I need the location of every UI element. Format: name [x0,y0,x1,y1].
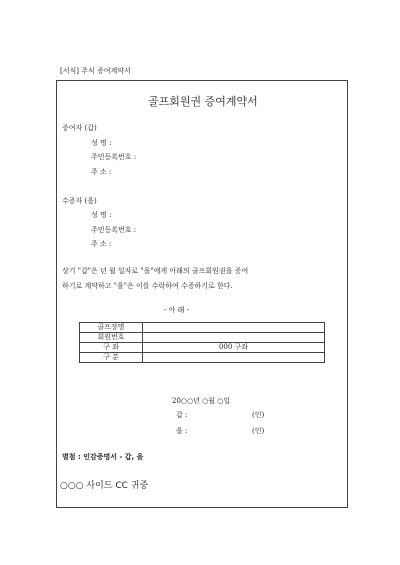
body-text-line-1: 상기 "갑"은 년 월 일자로 "을"에게 아래의 골프회원권을 증여 [62,267,249,275]
items-table [79,322,325,363]
item-value [143,353,325,363]
date-line: 20○○년 ○월 ○일 [172,397,231,405]
item-value: 000 구좌 [143,343,325,353]
attachment-note: 별첨 : 인감증명서 - 갑, 을 [62,453,144,461]
item-key: 구 좌 [80,343,143,353]
table-row [80,333,325,343]
seal-b: (인) [252,427,265,435]
sign-a-label: 갑 : [176,411,188,419]
seal-a: (인) [252,411,265,419]
form-label: [서식] 주식 증여계약서 [60,67,131,75]
document-title: 골프회원권 증여계약서 [148,95,258,108]
donor-name-label: 성 명 : [91,139,112,147]
table-row [80,323,325,333]
donee-heading: 수증자 (을) [62,197,97,205]
recipient-line: ○○○ 사이드 CC 귀중 [60,481,149,491]
body-text-line-2: 하기로 계약하고 "을"은 이를 수락하여 수증하기로 한다. [62,282,233,290]
donee-id-label: 주민등록번호 : [91,226,137,234]
item-value [143,323,325,333]
table-row [80,343,325,353]
item-value [143,333,325,343]
section-label: - 아 래 - [164,306,189,314]
item-key: 골프장명 [80,323,143,333]
table-row [80,353,325,363]
donee-address-label: 주 소 : [91,240,112,248]
item-key: 회원번호 [80,333,143,343]
donor-address-label: 주 소 : [91,168,112,176]
donor-heading: 증여자 (갑) [62,124,97,132]
donee-name-label: 성 명 : [91,211,112,219]
item-key: 구 분 [80,353,143,363]
sign-b-label: 을 : [176,427,188,435]
donor-id-label: 주민등록번호 : [91,153,137,161]
